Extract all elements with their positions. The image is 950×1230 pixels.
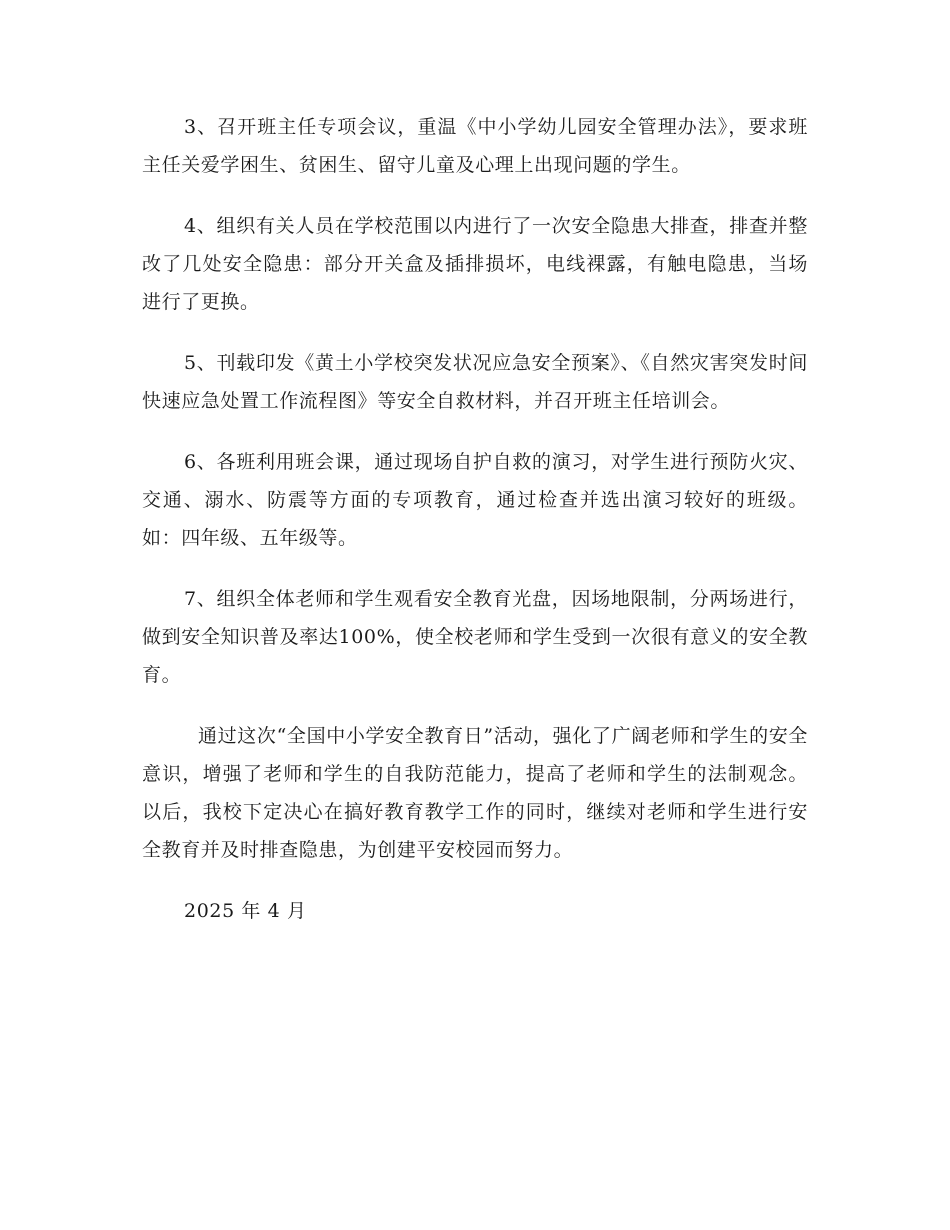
paragraph-item-6: 6、各班利用班会课，通过现场自护自救的演习，对学生进行预防火灾、交通、溺水、防震等方面的专项教育，通过检查并选出演习较好的班级。如：四年级、五年级等。 xyxy=(142,451,808,549)
paragraph-summary: 通过这次“全国中小学安全教育日”活动，强化了广阔老师和学生的安全意识，增强了老师和学生的自我防范能力，提高了老师和学生的法制观念。以后，我校下定决心在搞好教育教学工作的同时，继续对老师和学生进行安全教育并及时排查隐患，为创建平安校园而努力。 xyxy=(142,725,808,861)
paragraph-item-4: 4、组织有关人员在学校范围以内进行了一次安全隐患大排查，排查并整改了几处安全隐患：部分开关盒及插排损坏，电线裸露，有触电隐患，当场进行了更换。 xyxy=(142,215,808,313)
paragraph-item-7: 7、组织全体老师和学生观看安全教育光盘，因场地限制，分两场进行，做到安全知识普及率达100%，使全校老师和学生受到一次很有意义的安全教育。 xyxy=(142,588,808,686)
paragraph-item-3: 3、召开班主任专项会议，重温《中小学幼儿园安全管理办法》，要求班主任关爱学困生、贫困生、留守儿童及心理上出现问题的学生。 xyxy=(142,116,808,176)
document-date: 2025 年 4 月 xyxy=(184,900,307,922)
paragraph-item-5: 5、刊载印发《黄土小学校突发状况应急安全预案》、《自然灾害突发时间快速应急处置工作流程图》等安全自救材料，并召开班主任培训会。 xyxy=(142,352,808,412)
document-page xyxy=(142,108,808,930)
